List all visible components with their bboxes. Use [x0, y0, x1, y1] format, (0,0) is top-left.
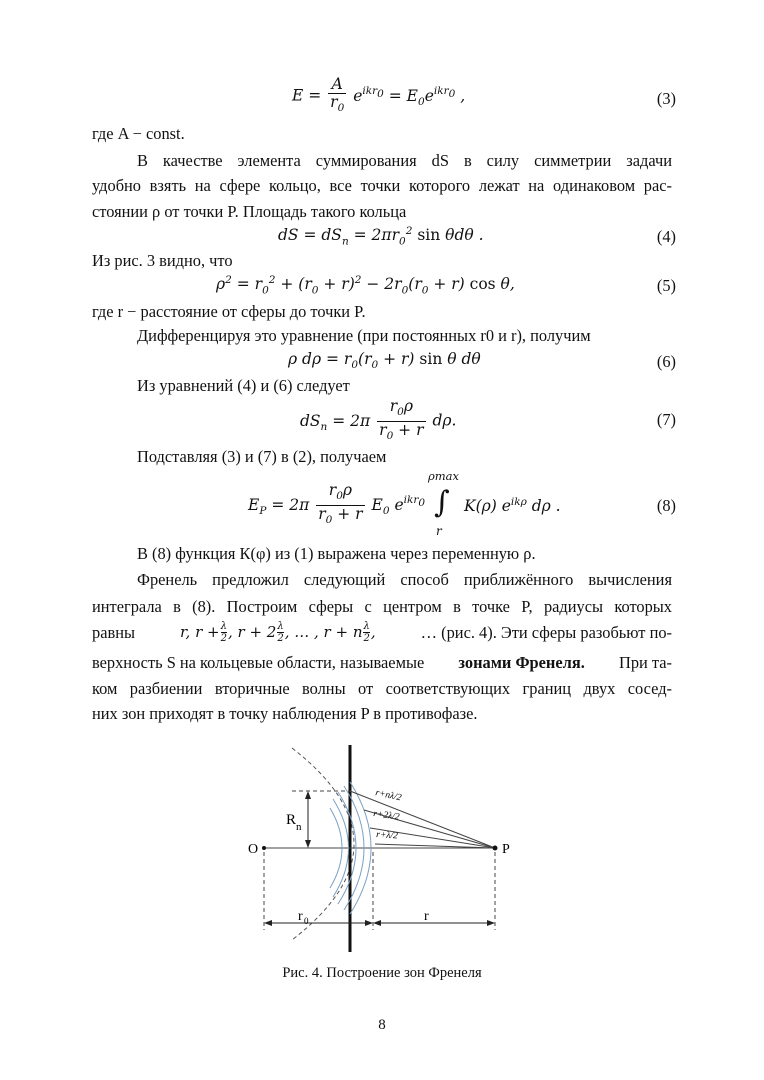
text-where-r: где r − расстояние от сферы до точки P. [92, 302, 366, 321]
equation-8-integrand: K(ρ) $e^{ik\rho}$ dρ . [464, 496, 561, 516]
paragraph-2-line-1: Френель предложил следующий способ приближённого вычисления [137, 570, 672, 589]
point-p [493, 846, 498, 851]
label-p: P [502, 842, 510, 857]
text-with-such: При та- [618, 653, 672, 672]
text-figure-3: Из рис. 3 видно, что [92, 251, 233, 270]
point-o [262, 846, 266, 850]
r0-arrow-right [365, 920, 373, 926]
equation-5: $\rho^2 = r_0^2 + (r_0 + r)^2 - 2r_0(r_0 + r)$ cos θ, [216, 274, 515, 297]
equation-number-3: (3) [656, 89, 676, 108]
r-arrow-left [373, 920, 381, 926]
text-differentiate: Дифференцируя это уравнение (при постоянных r0 и r), получим [137, 326, 591, 345]
equation-6: ρ $d\rho = r_0(r_0 + r)$ sin θ dθ [288, 350, 481, 372]
ray-label-2: r+2λ/2 [372, 809, 401, 823]
label-rn-sub: n [296, 821, 302, 833]
text-spheres-divide: … (рис. 4). Эти сферы разобьют по- [420, 623, 672, 642]
rn-arrowhead-bottom [305, 840, 311, 848]
label-r: r [424, 909, 429, 924]
paragraph-2-line-4 [92, 653, 672, 673]
paragraph-1-line-1: В качестве элемента суммирования dS в силу симметрии задачи [137, 151, 672, 170]
r0-arrow-left [264, 920, 272, 926]
ray-label-1: r+λ/2 [375, 830, 399, 842]
text-where-a: где A − const. [92, 124, 185, 143]
text-equal-to: равны [92, 623, 135, 642]
ray-label-n: r+nλ/2 [374, 788, 403, 804]
text-in-8: В (8) функция К(φ) из (1) выражена через переменную ρ. [137, 544, 536, 563]
equation-4: dS = $dS_n = 2\pi r_0^2$ sin θdθ . [278, 225, 484, 248]
integral-lower-limit: r [436, 524, 442, 538]
text-fresnel-zones: зонами Френеля. [458, 653, 585, 672]
label-o: O [248, 842, 259, 857]
fresnel-zones-figure [240, 740, 530, 955]
equation-number-8: (8) [656, 496, 676, 515]
label-rn: R [286, 812, 297, 828]
paragraph-2-line-3 [92, 622, 672, 644]
equation-number-7: (7) [656, 410, 676, 429]
paragraph-2-line-6: них зон приходят в точку наблюдения P в противофазе. [92, 704, 478, 723]
equation-number-4: (4) [656, 227, 676, 246]
label-r0-sub: 0 [304, 916, 309, 926]
equation-8: $E_P = 2\pi$ $\frac{r_0\rho}{r_0 + r}$ $E_0$ $e^{ikr_0}$ [248, 481, 426, 527]
equation-number-6: (6) [656, 352, 676, 371]
label-r0: r [298, 909, 303, 924]
text-substitute: Подставляя (3) и (7) в (2), получаем [137, 447, 387, 466]
text-surface: верхность S на кольцевые области, называемые [92, 653, 425, 672]
rays [350, 791, 495, 848]
r-arrow-right [487, 920, 495, 926]
paragraph-1-line-2: удобно взять на сфере кольцо, все точки которого лежат на одинаковом рас- [92, 176, 672, 195]
integral-sign-icon: ∫ [434, 485, 450, 520]
radii-list: r, r + $\frac{\lambda}{2}$ , r + 2 $\frac{\lambda}{2}$ , … , r + n $\frac{\lambda}{2}$ , [180, 621, 376, 644]
equation-number-5: (5) [656, 276, 676, 295]
page-number: 8 [378, 1017, 386, 1033]
integral-upper-limit: ρmax [428, 469, 460, 483]
figure-caption: Рис. 4. Построение зон Френеля [282, 965, 482, 981]
paragraph-1-line-3: стоянии ρ от точки P. Площадь такого кольца [92, 202, 407, 221]
equation-7: $dS_n = 2\pi$ $\frac{r_0\rho}{r_0 + r}$ dρ. [300, 397, 457, 443]
paragraph-2-line-5: ком разбиении вторичные волны от соответствующих границ двух сосед- [92, 679, 672, 698]
paragraph-2-line-2: интеграла в (8). Построим сферы с центром в точке P, радиусы которых [92, 597, 672, 616]
text-from-4-6: Из уравнений (4) и (6) следует [137, 376, 350, 395]
rn-arrowhead-top [305, 791, 311, 799]
equation-3: E = $\frac{A}{r_0}$ $e^{ikr_0} = E_0e^{ikr_0}$ , [292, 75, 466, 115]
